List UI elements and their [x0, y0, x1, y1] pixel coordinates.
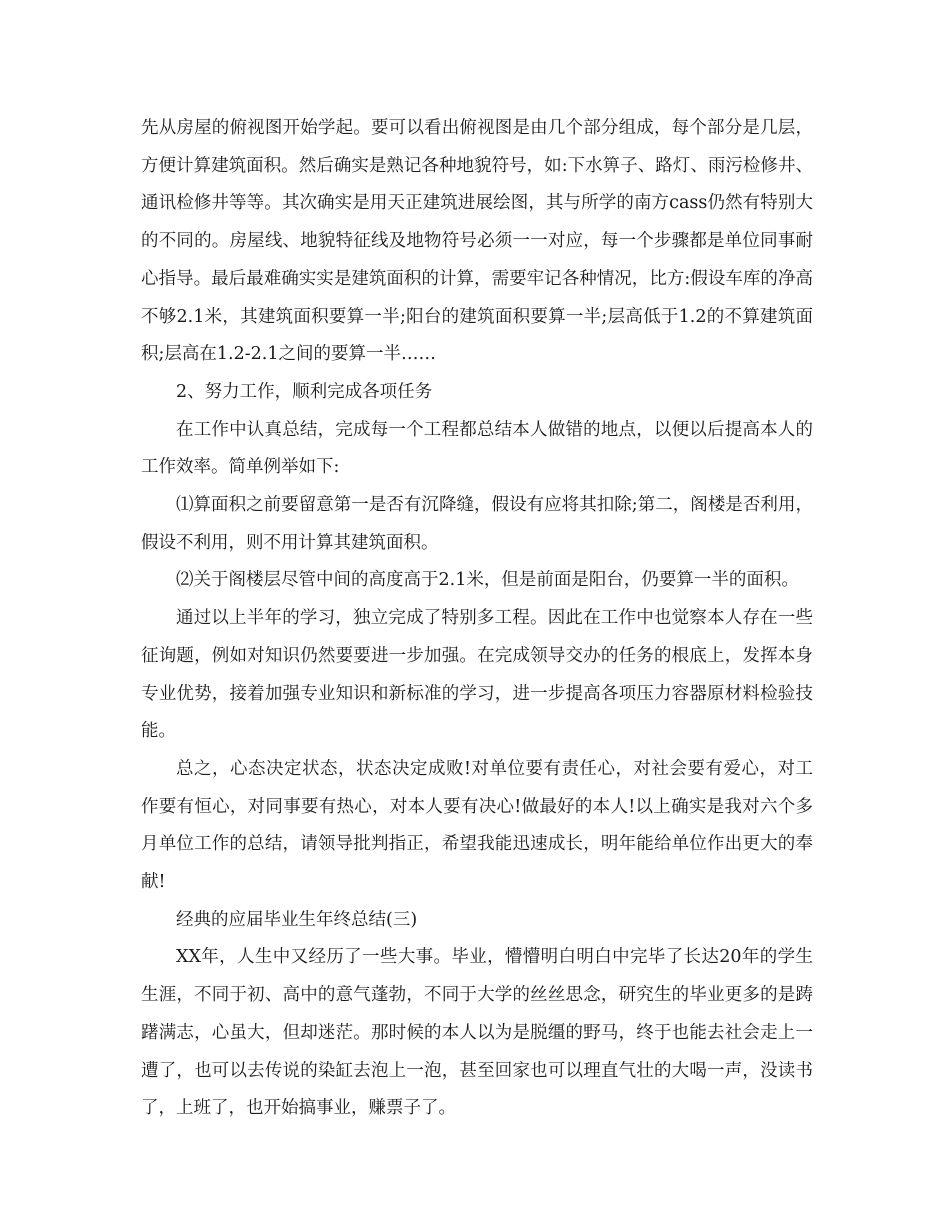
paragraph-conclusion: 总之，心态决定状态，状态决定成败!对单位要有责任心，对社会要有爱心，对工作要有恒心，对同事要有热心，对本人要有决心!做最好的本人!以上确实是我对六个多月单位工作的总结，请领导批判指正，希望我能迅速成长，明年能给单位作出更大的奉献!	[141, 758, 813, 893]
paragraph-house-survey: 先从房屋的俯视图开始学起。要可以看出俯视图是由几个部分组成，每个部分是几层，方便计算建筑面积。然后确实是熟记各种地貌符号，如:下水箅子、路灯、雨污检修井、通讯检修井等等。其次确实是用天正建筑进展绘图，其与所学的南方cass仍然有特别大的不同的。房屋线、地貌特征线及地物符号必须一一对应，每一个步骤都是单位同事耐心指导。最后最难确实实是建筑面积的计算，需要牢记各种情况，比方:假设车库的净高不够2.1米，其建筑面积要算一半;阳台的建筑面积要算一半;层高低于1.2的不算建筑面积;层高在1.2-2.1之间的要算一半……	[141, 118, 813, 365]
paragraph-half-year-study: 通过以上半年的学习，独立完成了特别多工程。因此在工作中也觉察本人存在一些征询题，例如对知识仍然要要进一步加强。在完成领导交办的任务的根底上，发挥本身专业优势，接着加强专业知识和新标准的学习，进一步提高各项压力容器原材料检验技能。	[141, 608, 813, 742]
section-heading-work-tasks: 2、努力工作，顺利完成各项任务	[176, 381, 433, 402]
paragraph-graduation: XX年，人生中又经历了一些大事。毕业，懵懵明白明白中完毕了长达20年的学生生涯，不同于初、高中的意气蓬勃，不同于大学的丝丝思念，研究生的毕业更多的是踌躇满志，心虽大，但却迷茫。那时候的本人以为是脱缰的野马，终于也能去社会走上一遭了，也可以去传说的染缸去泡上一泡，甚至回家也可以理直气壮的大喝一声，没读书了，上班了，也开始搞事业，赚票子了。	[141, 947, 813, 1119]
paragraph-item-2: ⑵关于阁楼层尽管中间的高度高于2.1米，但是前面是阳台，仍要算一半的面积。	[176, 570, 799, 591]
paragraph-work-summary: 在工作中认真总结，完成每一个工程都总结本人做错的地点，以便以后提高本人的工作效率。简单例举如下:	[141, 419, 813, 478]
paragraph-item-1: ⑴算面积之前要留意第一是否有沉降缝，假设有应将其扣除;第二，阁楼是否利用，假设不利用，则不用计算其建筑面积。	[141, 495, 813, 553]
section-heading-graduate-summary-3: 经典的应届毕业生年终总结(三)	[176, 909, 418, 930]
document-page	[141, 110, 813, 1128]
